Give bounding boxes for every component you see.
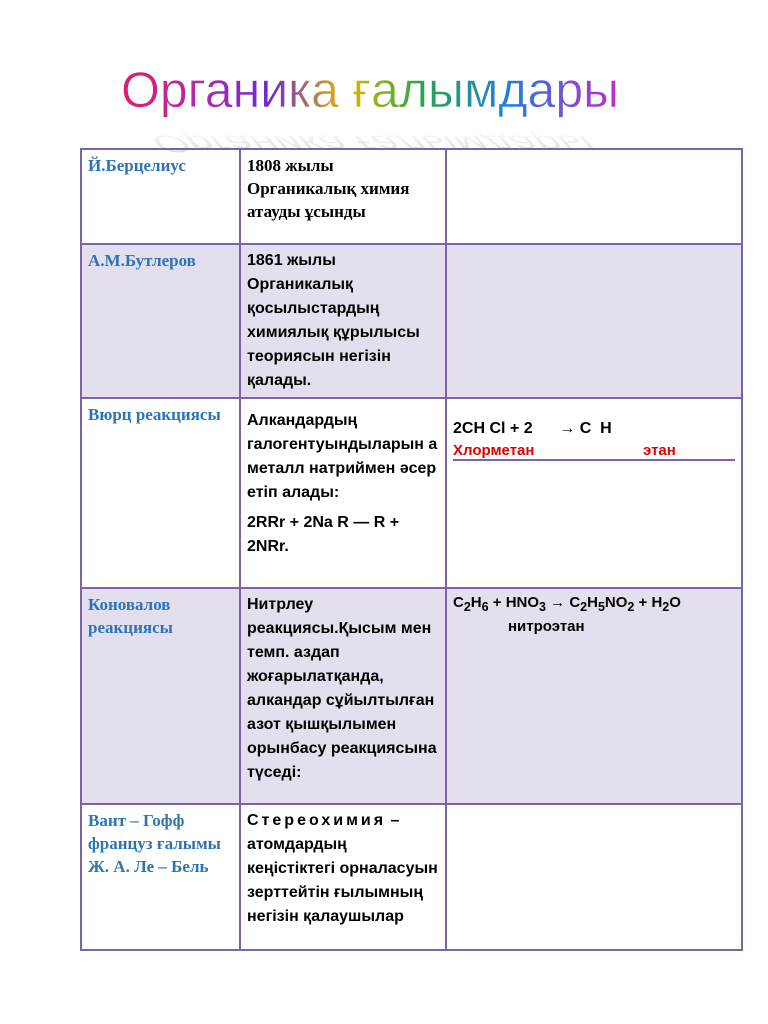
equation-line: 2CH Cl + 2 → C H xyxy=(453,420,612,437)
product-name: нитроэтан xyxy=(508,618,585,635)
page-title-art xyxy=(0,55,768,157)
equation-cell xyxy=(446,588,742,804)
scientist-name-cell xyxy=(81,804,240,950)
table-row-berzelius xyxy=(81,149,742,244)
table-row-butlerov xyxy=(81,244,742,398)
description: Алкандардың галогентуындыларын а металл натриймен әсер етіп алады: xyxy=(247,412,438,501)
reaction-name: Коновалов реакциясы xyxy=(88,595,173,637)
reaction-name: Вюрц реакциясы xyxy=(88,405,221,424)
description-cell xyxy=(240,588,446,804)
table-row-konovalov xyxy=(81,588,742,804)
scientist-name-cell xyxy=(81,149,240,244)
description-cell xyxy=(240,244,446,398)
product-label: этан xyxy=(643,442,676,459)
reactant-label: Хлорметан xyxy=(453,442,535,459)
description-cell xyxy=(240,804,446,950)
scientist-name-cell xyxy=(81,398,240,588)
scientist-name: А.М.Бутлеров xyxy=(88,251,196,270)
equation-underline xyxy=(453,459,735,461)
scientist-name: Вант – Гофф француз ғалымы Ж. А. Ле – Бель xyxy=(88,811,221,876)
description-cell xyxy=(240,149,446,244)
equation-cell xyxy=(446,804,742,950)
arrow-icon: → xyxy=(550,594,566,611)
scientists-table xyxy=(80,148,743,951)
description: 1861 жылы Органикалық қосылыстардың химиялық құрылысы теориясын негізін қалады. xyxy=(247,252,420,389)
description: 1808 жылы Органикалық химия атауды ұсынды xyxy=(247,156,410,221)
description-cell xyxy=(240,398,446,588)
scientist-name: Й.Берцелиус xyxy=(88,156,186,175)
reaction-formula: 2RRr + 2Na R — R + 2NRr. xyxy=(247,514,400,555)
nitration-equation: $C_2H_6 + HNO_3 \to C_2H_5NO_2 + H_2O$ xyxy=(453,594,681,614)
page-title: Органика ғалымдары xyxy=(120,62,620,118)
table-row-wurtz xyxy=(81,398,742,588)
table-row-vant-hoff xyxy=(81,804,742,950)
description: Нитрлеу реакциясы.Қысым мен темп. аздап жоғарылатқанда, алкандар сұйылтылған азот қышқылымен орынбасу реакциясына түседі: xyxy=(247,596,437,781)
term-spaced: Стереохимия xyxy=(247,812,387,829)
scientist-name-cell xyxy=(81,588,240,804)
page-title-area xyxy=(0,55,768,157)
equation-cell xyxy=(446,149,742,244)
equation-cell xyxy=(446,398,742,588)
equation-cell xyxy=(446,244,742,398)
page-title-reflection: Органика ғалымдары xyxy=(142,129,604,157)
wurtz-equation xyxy=(453,417,735,471)
description: Стереохимия – атомдардың кеңістіктегі орналасуын зерттейтін ғылымның негізін қалаушылар xyxy=(247,812,438,925)
scientist-name-cell xyxy=(81,244,240,398)
